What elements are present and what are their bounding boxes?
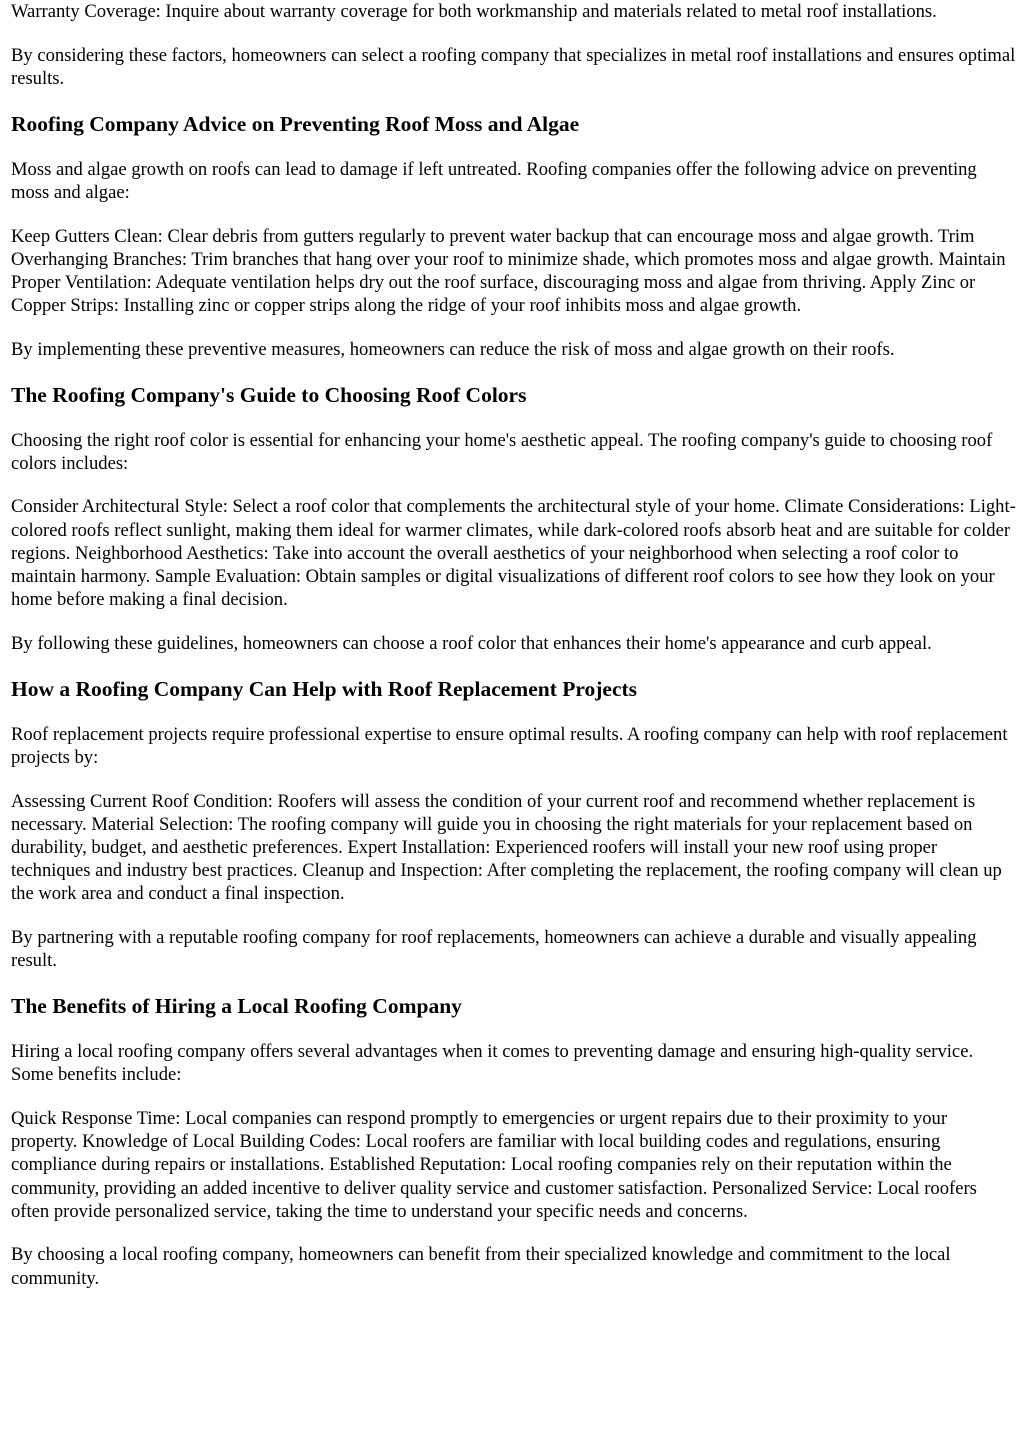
section-roof-replacement-tips: Assessing Current Roof Condition: Roofers will assess the condition of your current roof and recommend whether replacement is necessary. Material Selection: The roofing company will guide you in choosing the right materials for your replacement based on durability, budget, and aesthetic preferences. Expert Installation: Experienced roofers will install your new roof using proper techniques and industry best practices. Cleanup and Inspection: After completing the replacement, the roofing company will clean up the work area and conduct a final inspection. <box>11 790 1002 905</box>
section-roof-colors-intro: Choosing the right roof color is essential for enhancing your home's aesthetic appeal. The roofing company's guide to choosing roof colors includes: <box>11 429 993 474</box>
section-moss-algae-conclusion: By implementing these preventive measures, homeowners can reduce the risk of moss and algae growth on their roofs. <box>11 338 895 360</box>
section-heading-roof-replacement: How a Roofing Company Can Help with Roof Replacement Projects <box>11 676 638 701</box>
section-roof-colors-conclusion: By following these guidelines, homeowners can choose a roof color that enhances their home's appearance and curb appeal. <box>11 632 932 654</box>
section-roof-replacement-conclusion: By partnering with a reputable roofing company for roof replacements, homeowners can achieve a durable and visually appealing result. <box>11 927 977 972</box>
section-heading-moss-algae: Roofing Company Advice on Preventing Roof Moss and Algae <box>11 111 580 136</box>
section-heading-roof-colors: The Roofing Company's Guide to Choosing Roof Colors <box>11 382 527 407</box>
section-local-company-intro: Hiring a local roofing company offers several advantages when it comes to preventing damage and ensuring high-quality service. Some benefits include: <box>11 1040 974 1086</box>
section-local-company-benefits: Quick Response Time: Local companies can respond promptly to emergencies or urgent repairs due to their proximity to your property. Knowledge of Local Building Codes: Local roofers are familiar with local building codes and regulations, ensuring compliance during repairs or installations. Established Reputation: Local roofing companies rely on their reputation within the community, providing an added incentive to deliver quality service and customer satisfaction. Personalized Service: Local roofers often provide personalized service, taking the time to understand your specific needs and concerns. <box>11 1107 977 1222</box>
section-roof-replacement-intro: Roof replacement projects require professional expertise to ensure optimal results. A roofing company can help with roof replacement projects by: <box>11 723 1008 768</box>
intro-paragraph-warranty: Warranty Coverage: Inquire about warranty coverage for both workmanship and materials related to metal roof installations. <box>11 1 937 22</box>
section-heading-local-company: The Benefits of Hiring a Local Roofing Company <box>11 993 462 1018</box>
section-moss-algae-tips: Keep Gutters Clean: Clear debris from gutters regularly to prevent water backup that can encourage moss and algae growth. Trim Overhanging Branches: Trim branches that hang over your roof to minimize shade, which promotes moss and algae growth. Maintain Proper Ventilation: Adequate ventilation helps dry out the roof surface, discouraging moss and algae from thriving. Apply Zinc or Copper Strips: Installing zinc or copper strips along the ridge of your roof inhibits moss and algae growth. <box>11 225 1006 317</box>
section-local-company-conclusion: By choosing a local roofing company, homeowners can benefit from their specialized knowledge and commitment to the local community. <box>11 1244 951 1289</box>
section-roof-colors-tips: Consider Architectural Style: Select a roof color that complements the architectural style of your home. Climate Considerations: Light-colored roofs reflect sunlight, making them ideal for warmer climates, while dark-colored roofs absorb heat and are suitable for colder regions. Neighborhood Aesthetics: Take into account the overall aesthetics of your neighborhood when selecting a roof color to maintain harmony. Sample Evaluation: Obtain samples or digital visualizations of different roof colors to see how they look on your home before making a final decision. <box>11 496 1016 611</box>
intro-paragraph-conclusion: By considering these factors, homeowners can select a roofing company that specializes in metal roof installations and ensures optimal results. <box>11 44 1016 89</box>
section-moss-algae-intro: Moss and algae growth on roofs can lead to damage if left untreated. Roofing companies offer the following advice on preventing moss and algae: <box>11 158 977 203</box>
